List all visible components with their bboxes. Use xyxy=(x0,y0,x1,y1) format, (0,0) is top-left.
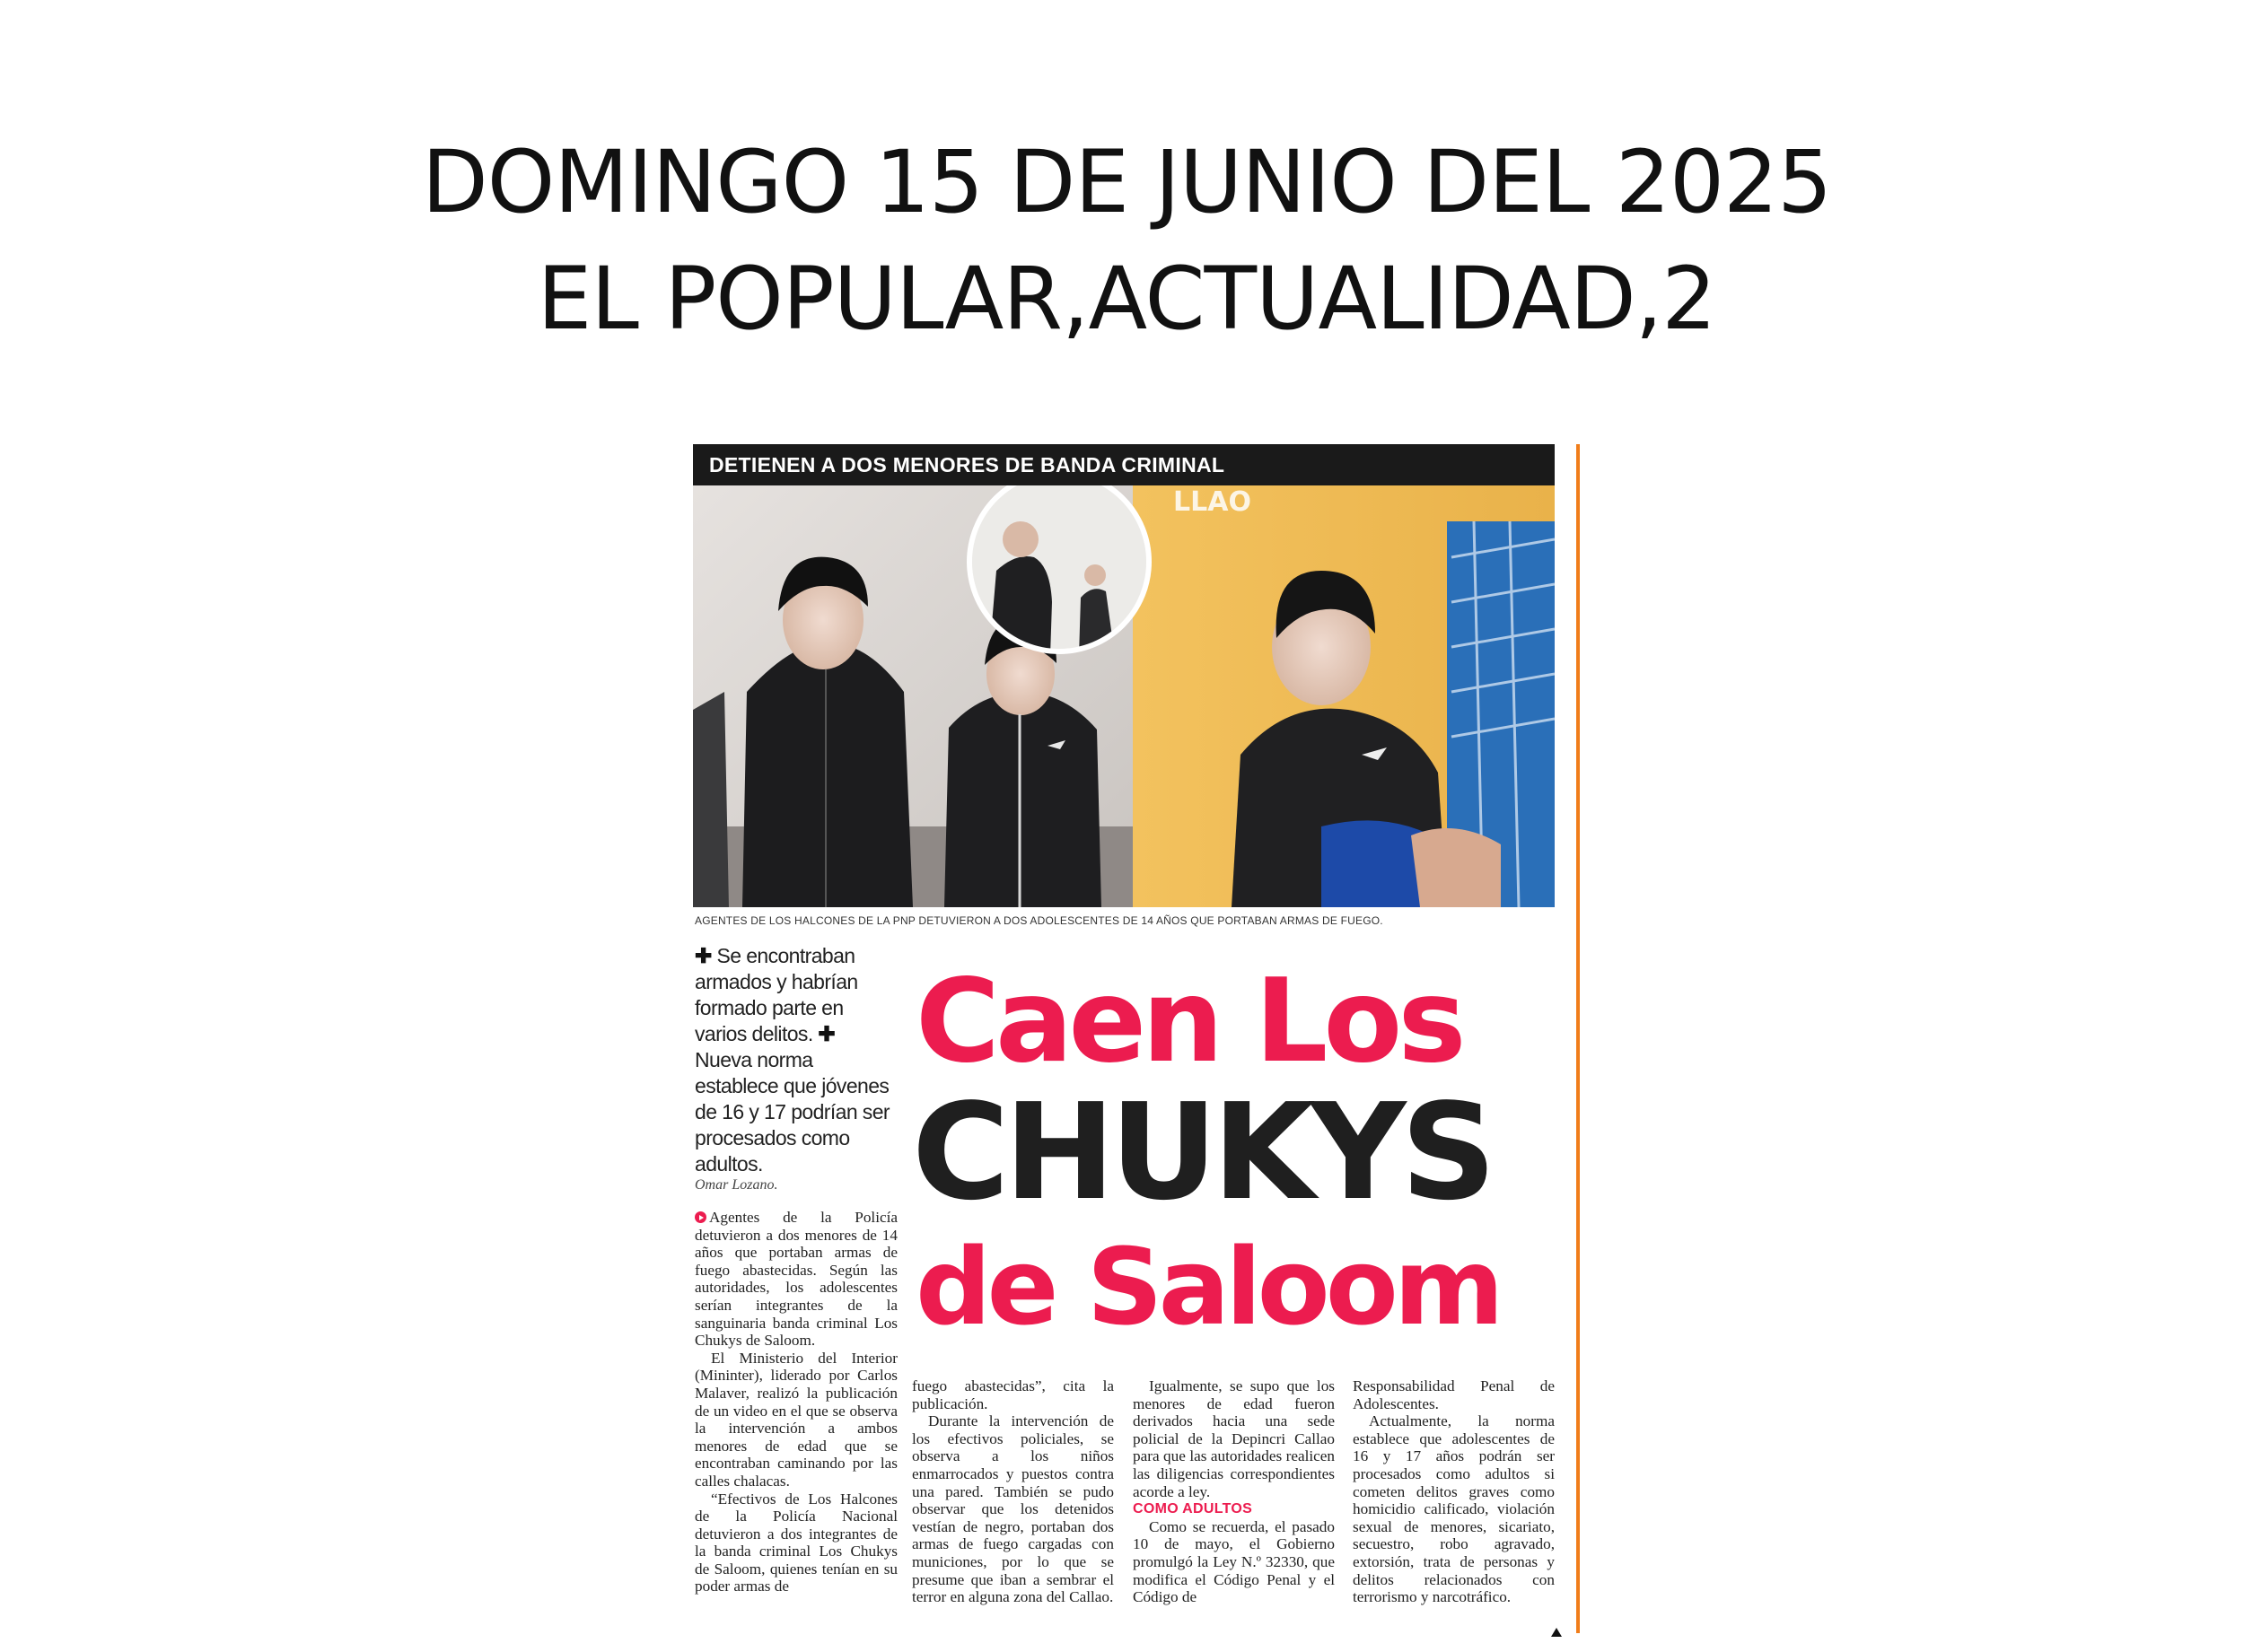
paragraph: Actualmente, la norma establece que adolescentes de 16 y 17 años podrán ser procesados como adultos si cometen delitos graves como homicidio calificado, violación sexual de menores, sicariato, secuestro, robo agravado, extorsión, trata de personas y delitos relacionados con terrorismo y narcotráfico. xyxy=(1353,1412,1555,1606)
publication-header: EL POPULAR,ACTUALIDAD,2 xyxy=(537,249,1716,349)
photo-illustration xyxy=(693,485,1555,907)
paragraph: Como se recuerda, el pasado 10 de mayo, el Gobierno promulgó la Ley N.º 32330, que modifica el Código Penal y el Código de xyxy=(1133,1517,1335,1606)
body-column-4 xyxy=(1353,1377,1555,1606)
orange-column-rule xyxy=(1576,444,1580,1633)
paragraph: Igualmente, se supo que los menores de edad fueron derivados hacia una sede policial de la Depincri Callao para que las autoridades realicen las diligencias correspondientes acorde a ley. xyxy=(1133,1377,1335,1500)
paragraph: Durante la intervención de los efectivos policiales, se observa a los niños enmarrocados y puestos contra una pared. También se pudo observar que los detenidos vestían de negro, portaban dos armas de fuego cargadas con municiones, por lo que se presume que iban a sembrar el terror en alguna zona del Callao. xyxy=(912,1412,1114,1606)
headline-line-3: de Saloom xyxy=(916,1225,1500,1349)
section-subhead: COMO ADULTOS xyxy=(1133,1501,1253,1517)
paragraph: “Efectivos de Los Halcones de la Policía Nacional detuvieron a dos integrantes de la banda criminal Los Chukys de Saloom, quienes tenían en su poder armas de xyxy=(695,1490,898,1595)
newspaper-clipping xyxy=(691,444,1589,1647)
paragraph: El Ministerio del Interior (Mininter), liderado por Carlos Malaver, realizó la publicación de un video en el que se observa la intervención a ambos menores de edad que se encontraban caminando por las calles chalacas. xyxy=(695,1349,898,1490)
paragraph: fuego abastecidas”, cita la publicación. xyxy=(912,1377,1114,1412)
play-bullet-icon xyxy=(695,1211,706,1223)
deck-part-2: Nueva norma establece que jóvenes de 16 y 17 podrían ser procesados como adultos. xyxy=(695,1048,890,1176)
photo-sign-text: LLAO xyxy=(1173,486,1251,518)
body-column-3 xyxy=(1133,1377,1335,1606)
article-photo xyxy=(693,485,1555,907)
headline-line-2: CHUKYS xyxy=(912,1075,1492,1229)
deck-part-1: Se encontraban armados y habrían formado parte en varios delitos. xyxy=(695,944,858,1045)
paragraph: Agentes de la Policía detuvieron a dos menores de 14 años que portaban armas de fuego abastecidas. Según las autoridades, los adolescentes serían integrantes de la sanguinaria banda criminal Los Chukys de Saloom. xyxy=(695,1209,898,1350)
article-kicker: DETIENEN A DOS MENORES DE BANDA CRIMINAL xyxy=(693,444,1555,485)
body-column-1 xyxy=(695,1209,898,1595)
end-of-article-triangle-icon xyxy=(1551,1628,1562,1637)
photo-caption: AGENTES DE LOS HALCONES DE LA PNP DETUVIERON A DOS ADOLESCENTES DE 14 AÑOS QUE PORTABAN ARMAS DE FUEGO. xyxy=(695,914,1383,927)
page-date-header: DOMINGO 15 DE JUNIO DEL 2025 xyxy=(421,132,1832,232)
paragraph: Responsabilidad Penal de Adolescentes. xyxy=(1353,1377,1555,1412)
article-deck xyxy=(695,943,897,1177)
article-byline: Omar Lozano. xyxy=(695,1177,778,1193)
plus-icon: ✚ xyxy=(818,1022,836,1045)
body-column-2 xyxy=(912,1377,1114,1606)
plus-icon: ✚ xyxy=(695,944,712,967)
headline-line-1: Caen Los xyxy=(916,955,1462,1088)
